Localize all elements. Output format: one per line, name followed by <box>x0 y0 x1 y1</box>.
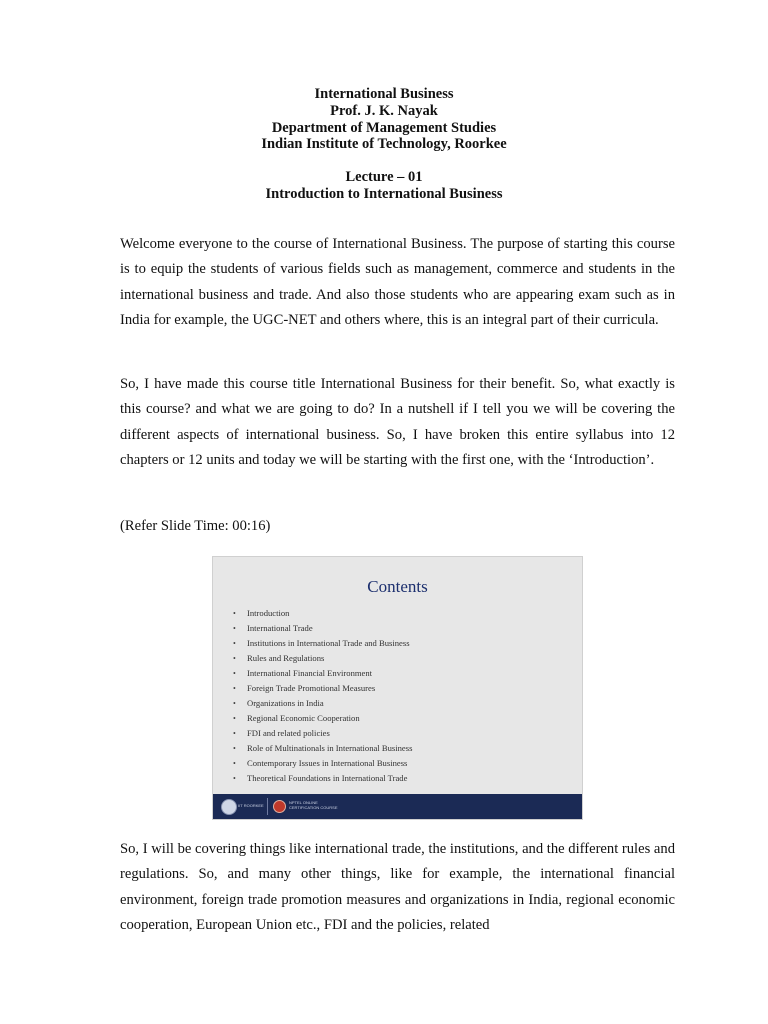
slide-list-item: • Role of Multinationals in International Business <box>233 741 412 756</box>
lecture-number: Lecture – 01 <box>345 169 423 186</box>
slide-list-item: • Contemporary Issues in International Business <box>233 756 412 771</box>
footer-divider <box>267 798 268 815</box>
instructor-name: Prof. J. K. Nayak <box>330 102 438 119</box>
slide-list-item: • Introduction <box>233 606 412 621</box>
slide-contents-list <box>233 606 412 786</box>
course-title: International Business <box>314 86 454 102</box>
department-name: Department of Management Studies <box>271 119 497 136</box>
paragraph-course-overview: So, I have made this course title International Business for their benefit. So, what exactly is this course? and what we are going to do? In a nutshell if I tell you we will be covering the different aspects of international business. So, I have broken this entire syllabus into 12 chapters or 12 units and today we will be starting with the first one, with the ‘Introduction’. <box>120 376 675 468</box>
slide-list-item: • Organizations in India <box>233 696 412 711</box>
slide-list-item: • Rules and Regulations <box>233 651 412 666</box>
footer-nptel-label: NPTEL ONLINE CERTIFICATION COURSE <box>289 800 338 810</box>
slide-list-item: • Institutions in International Trade and Business <box>233 636 412 651</box>
slide-list-item: • International Financial Environment <box>233 666 412 681</box>
slide-list-item: • FDI and related policies <box>233 726 412 741</box>
institute-name: Indian Institute of Technology, Roorkee <box>261 136 507 153</box>
slide-title: Contents <box>367 577 428 596</box>
nptel-logo-icon <box>273 800 286 813</box>
paragraph-intro: Welcome everyone to the course of International Business. The purpose of starting this course is to equip the students of various fields such as management, commerce and students in the international business and trade. And also those students who are appearing exam such as in India for example, the UGC-NET and others where, this is an integral part of their curricula. <box>120 236 675 328</box>
footer-institute-label: IIT ROORKEE <box>238 803 264 808</box>
slide-footer-bar <box>213 794 582 819</box>
slide-time-reference: (Refer Slide Time: 00:16) <box>120 518 271 534</box>
paragraph-topics: So, I will be covering things like international trade, the institutions, and the different rules and regulations. So, and many other things, like for example, the international financial environment, foreign trade promotion measures and organizations in India, regional economic cooperation, European Union etc., FDI and the policies, related <box>120 841 675 933</box>
slide-list-item: • Regional Economic Cooperation <box>233 711 412 726</box>
iit-roorkee-logo-icon <box>221 799 237 815</box>
document-header <box>0 86 768 203</box>
slide-list-item: • International Trade <box>233 621 412 636</box>
contents-slide-image <box>212 556 583 820</box>
lecture-title: Introduction to International Business <box>265 185 503 202</box>
slide-list-item: • Foreign Trade Promotional Measures <box>233 681 412 696</box>
slide-list-item: • Theoretical Foundations in International Trade <box>233 771 412 786</box>
